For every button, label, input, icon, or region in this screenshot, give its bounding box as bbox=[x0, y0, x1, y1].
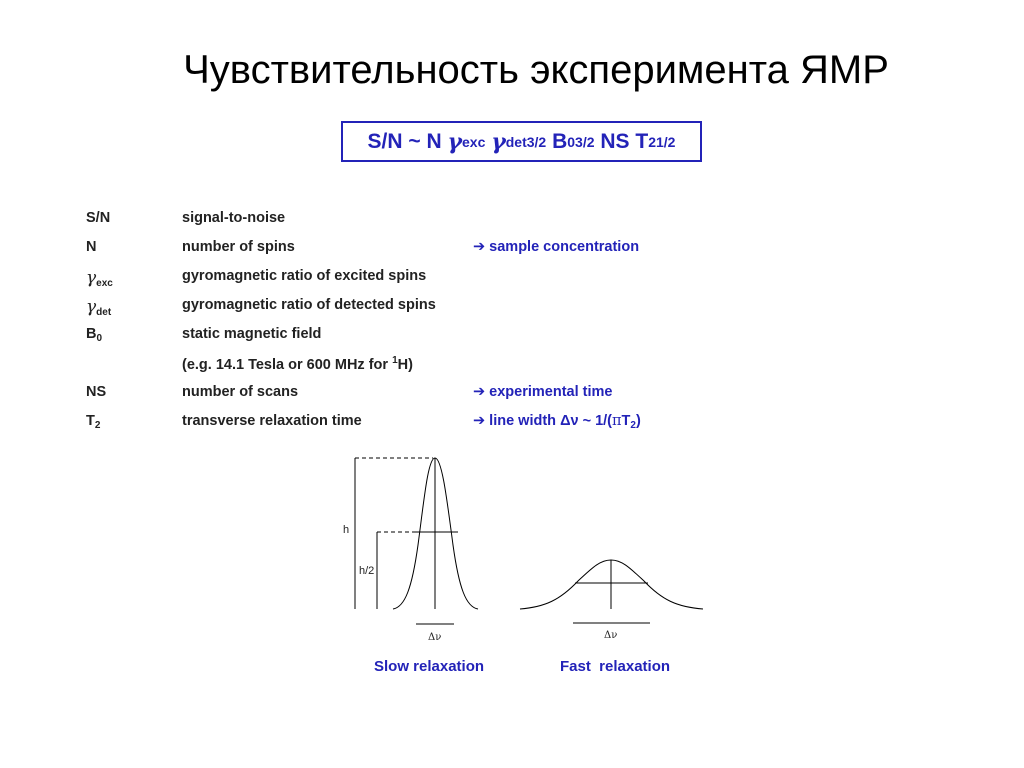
definition-gamma-det: gyromagnetic ratio of detected spins bbox=[182, 297, 436, 313]
note-t: T bbox=[621, 413, 631, 429]
note-sample-concentration: ➔ sample concentration bbox=[473, 239, 640, 255]
note-line-width-text: ➔ line width Δν ~ 1/( bbox=[473, 413, 612, 429]
formula-gamma-det: γ bbox=[491, 128, 506, 155]
note-close: ) bbox=[635, 413, 641, 429]
formula-gamma-exc: γ bbox=[447, 128, 463, 155]
definition-b0: static magnetic field bbox=[182, 326, 322, 342]
symbol-sub: 2 bbox=[94, 420, 101, 431]
symbol-ns: NS bbox=[86, 384, 107, 400]
caption-fast-relaxation: Fast relaxation bbox=[560, 658, 671, 675]
example-text: (e.g. 14.1 Tesla or 600 MHz for bbox=[182, 357, 393, 373]
caption-slow-relaxation: Slow relaxation bbox=[374, 658, 485, 675]
definition-sn: signal-to-noise bbox=[182, 210, 286, 226]
definition-ns: number of scans bbox=[182, 384, 299, 400]
note-pi: π bbox=[612, 413, 622, 429]
symbol-gamma: γ bbox=[86, 297, 97, 317]
note-sub: 2 bbox=[630, 420, 636, 431]
narrow-linewidth-label: Δν bbox=[428, 632, 442, 643]
symbol-sn: S/N bbox=[86, 210, 111, 226]
formula-lhs: S/N ~ N bbox=[367, 129, 442, 153]
formula-t-exp: 1/2 bbox=[656, 133, 676, 150]
symbol-b: B bbox=[86, 326, 97, 342]
formula-t-sub: 2 bbox=[648, 133, 656, 150]
formula-b-sub: 0 bbox=[567, 133, 576, 150]
formula-det-exp: 3/2 bbox=[526, 133, 547, 150]
definition-n: number of spins bbox=[182, 239, 295, 255]
definition-gamma-exc: gyromagnetic ratio of excited spins bbox=[182, 268, 427, 284]
symbol-n: N bbox=[86, 239, 97, 255]
symbol-sub: 0 bbox=[96, 333, 103, 344]
broad-linewidth-label: Δν bbox=[604, 630, 618, 641]
half-height-label: h/2 bbox=[359, 565, 375, 577]
page-title: Чувствительность эксперимента ЯМР bbox=[183, 48, 889, 92]
note-experimental-time: ➔ experimental time bbox=[473, 384, 613, 400]
height-label: h bbox=[343, 524, 350, 536]
example-sup: 1 bbox=[392, 355, 398, 366]
symbol-t: T bbox=[86, 413, 95, 429]
formula-b: B bbox=[552, 129, 568, 153]
formula-det-sub: det bbox=[505, 133, 527, 150]
symbol-sub: exc bbox=[96, 278, 113, 289]
formula-t: T bbox=[635, 129, 649, 153]
symbol-sub: det bbox=[96, 307, 112, 318]
symbol-gamma: γ bbox=[86, 268, 97, 288]
formula-b-exp: 3/2 bbox=[575, 133, 595, 150]
definition-t2: transverse relaxation time bbox=[182, 413, 362, 429]
example-text-end: H) bbox=[397, 357, 413, 373]
formula-ns: NS bbox=[600, 129, 630, 153]
formula-exc-sub: exc bbox=[462, 133, 486, 150]
